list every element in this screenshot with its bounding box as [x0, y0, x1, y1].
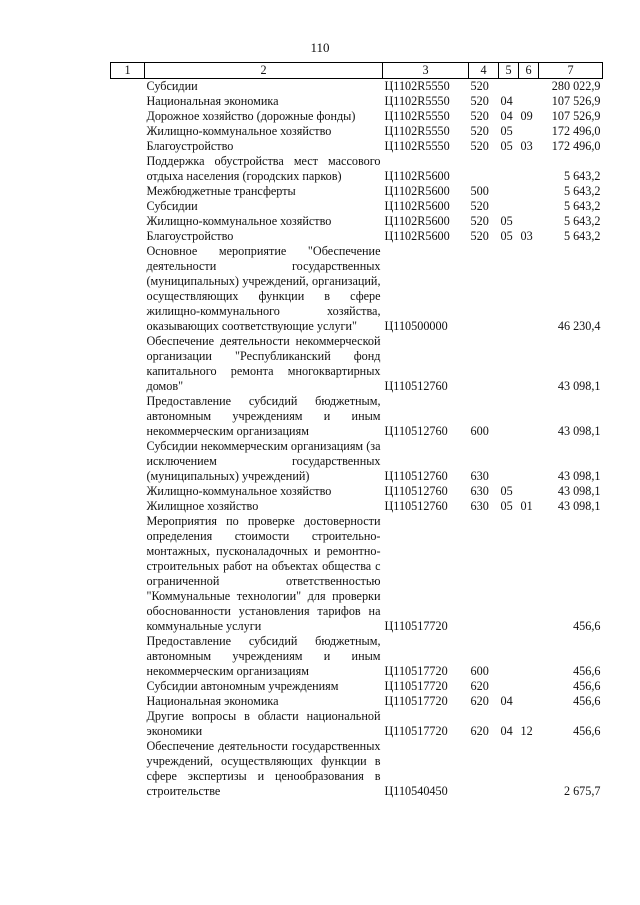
col4-value: 500 [470, 184, 489, 198]
amount-value: 456,6 [573, 664, 601, 678]
col6-value [519, 394, 539, 439]
table-row [111, 634, 603, 679]
item-code: Ц1102R5600 [384, 229, 450, 243]
table-row [111, 334, 603, 394]
item-name: Дорожное хозяйство (дорожные фонды) [146, 109, 356, 123]
row-number-cell [111, 394, 145, 439]
col4-value: 520 [470, 124, 489, 138]
item-name: Благоустройство [146, 139, 234, 153]
column-header: 2 [145, 63, 383, 79]
col5-value [499, 184, 519, 199]
column-header: 1 [111, 63, 145, 79]
col5-value: 05 [500, 214, 513, 228]
item-name: Субсидии некоммерческим организациям (за исключением государственных (муниципальных) учреждений) [146, 439, 381, 483]
row-number-cell [111, 109, 145, 124]
row-number-cell [111, 214, 145, 229]
col6-value [519, 79, 539, 95]
col4-value: 520 [470, 79, 489, 93]
item-code: Ц110517720 [384, 619, 448, 633]
column-header: 5 [499, 63, 519, 79]
col4-value: 520 [470, 139, 489, 153]
col4-value: 520 [470, 94, 489, 108]
amount-value: 5 643,2 [563, 169, 601, 183]
col4-value: 630 [470, 499, 489, 513]
col5-value [499, 334, 519, 394]
item-name: Жилищно-коммунальное хозяйство [146, 214, 332, 228]
col6-value: 09 [520, 109, 533, 123]
col6-value [519, 739, 539, 799]
col5-value [499, 154, 519, 184]
col6-value [519, 184, 539, 199]
item-code: Ц110512760 [384, 424, 448, 438]
table-row [111, 184, 603, 199]
item-name: Основное мероприятие "Обеспечение деятельности государственных (муниципальных) учреждений, организаций, осуществляющих функции в сфере жилищно-коммунального хозяйства, оказывающих соответствующие услуги" [146, 244, 381, 333]
amount-value: 5 643,2 [563, 214, 601, 228]
item-name: Жилищно-коммунальное хозяйство [146, 124, 332, 138]
col6-value: 12 [520, 724, 533, 738]
item-code: Ц1102R5550 [384, 124, 450, 138]
col5-value [499, 514, 519, 634]
row-number-cell [111, 739, 145, 799]
table-row [111, 694, 603, 709]
row-number-cell [111, 124, 145, 139]
row-number-cell [111, 634, 145, 679]
table-row [111, 199, 603, 214]
table-row [111, 484, 603, 499]
row-number-cell [111, 709, 145, 739]
table-row [111, 514, 603, 634]
col5-value: 04 [500, 94, 513, 108]
table-row [111, 739, 603, 799]
item-code: Ц110517720 [384, 664, 448, 678]
col4-value: 520 [470, 214, 489, 228]
item-code: Ц1102R5550 [384, 139, 450, 153]
row-number-cell [111, 499, 145, 514]
amount-value: 2 675,7 [563, 784, 601, 798]
amount-value: 280 022,9 [551, 79, 601, 93]
col5-value: 05 [500, 124, 513, 138]
row-number-cell [111, 679, 145, 694]
col6-value: 03 [520, 139, 533, 153]
row-number-cell [111, 514, 145, 634]
amount-value: 43 098,1 [557, 484, 601, 498]
col5-value: 05 [500, 499, 513, 513]
column-header: 4 [469, 63, 499, 79]
col6-value [519, 334, 539, 394]
item-code: Ц110517720 [384, 724, 448, 738]
amount-value: 43 098,1 [557, 379, 601, 393]
col4-value: 630 [470, 469, 489, 483]
item-name: Жилищно-коммунальное хозяйство [146, 484, 332, 498]
amount-value: 172 496,0 [551, 139, 601, 153]
col5-value [499, 739, 519, 799]
column-header: 6 [519, 63, 539, 79]
item-name: Обеспечение деятельности некоммерческой организации "Республиканский фонд капитального ремонта многоквартирных домов" [146, 334, 381, 393]
col5-value [499, 79, 519, 95]
item-name: Субсидии [146, 79, 198, 93]
col4-value [469, 334, 499, 394]
row-number-cell [111, 334, 145, 394]
amount-value: 46 230,4 [557, 319, 601, 333]
table-row [111, 79, 603, 95]
item-code: Ц110512760 [384, 469, 448, 483]
item-name: Жилищное хозяйство [146, 499, 259, 513]
col4-value: 520 [470, 229, 489, 243]
table-row [111, 709, 603, 739]
col5-value [499, 634, 519, 679]
col6-value [519, 124, 539, 139]
row-number-cell [111, 94, 145, 109]
table-row [111, 94, 603, 109]
table-row [111, 229, 603, 244]
row-number-cell [111, 229, 145, 244]
row-number-cell [111, 79, 145, 95]
item-code: Ц110512760 [384, 484, 448, 498]
budget-table [110, 62, 603, 799]
amount-value: 456,6 [573, 724, 601, 738]
col6-value [519, 694, 539, 709]
amount-value: 43 098,1 [557, 424, 601, 438]
col4-value: 630 [470, 484, 489, 498]
item-name: Субсидии [146, 199, 198, 213]
col5-value [499, 394, 519, 439]
row-number-cell [111, 139, 145, 154]
table-row [111, 679, 603, 694]
header-row [111, 63, 603, 79]
item-name: Благоустройство [146, 229, 234, 243]
item-code: Ц110517720 [384, 679, 448, 693]
amount-value: 456,6 [573, 694, 601, 708]
item-name: Национальная экономика [146, 694, 279, 708]
col5-value [499, 244, 519, 334]
amount-value: 5 643,2 [563, 229, 601, 243]
col6-value [519, 439, 539, 484]
amount-value: 5 643,2 [563, 199, 601, 213]
table-row [111, 214, 603, 229]
amount-value: 107 526,9 [551, 94, 601, 108]
item-name: Поддержка обустройства мест массового отдыха населения (городских парков) [146, 154, 381, 183]
item-name: Мероприятия по проверке достоверности определения стоимости строительно-монтажных, пусконаладочных и ремонтно-строительных работ на объектах общества с ограниченной ответственностью "Коммунальные технологии" для проверки обоснованности установления тарифов на коммунальные услуги [146, 514, 381, 633]
row-number-cell [111, 484, 145, 499]
amount-value: 456,6 [573, 679, 601, 693]
col4-value: 600 [470, 664, 489, 678]
row-number-cell [111, 694, 145, 709]
col4-value [469, 244, 499, 334]
item-code: Ц1102R5550 [384, 94, 450, 108]
table-row [111, 439, 603, 484]
col5-value: 04 [500, 724, 513, 738]
col4-value [469, 514, 499, 634]
col4-value: 620 [470, 694, 489, 708]
amount-value: 107 526,9 [551, 109, 601, 123]
col4-value: 600 [470, 424, 489, 438]
col5-value: 05 [500, 229, 513, 243]
amount-value: 5 643,2 [563, 184, 601, 198]
col5-value [499, 439, 519, 484]
col6-value: 01 [520, 499, 533, 513]
table-row [111, 109, 603, 124]
table-row [111, 154, 603, 184]
item-code: Ц110512760 [384, 499, 448, 513]
row-number-cell [111, 439, 145, 484]
item-name: Межбюджетные трансферты [146, 184, 296, 198]
item-name: Обеспечение деятельности государственных учреждений, осуществляющих функции в сфере экспертизы и ценообразования в строительстве [146, 739, 381, 798]
item-name: Национальная экономика [146, 94, 279, 108]
row-number-cell [111, 184, 145, 199]
table-row [111, 139, 603, 154]
col5-value: 04 [500, 109, 513, 123]
item-code: Ц110540450 [384, 784, 448, 798]
item-code: Ц1102R5600 [384, 214, 450, 228]
col5-value [499, 199, 519, 214]
item-code: Ц1102R5600 [384, 184, 450, 198]
amount-value: 172 496,0 [551, 124, 601, 138]
col4-value [469, 154, 499, 184]
col4-value: 520 [470, 199, 489, 213]
row-number-cell [111, 154, 145, 184]
item-name: Предоставление субсидий бюджетным, автономным учреждениям и иным некоммерческим организациям [146, 394, 381, 438]
column-header: 3 [383, 63, 469, 79]
table-row [111, 499, 603, 514]
item-name: Субсидии автономным учреждениям [146, 679, 339, 693]
item-code: Ц1102R5600 [384, 169, 450, 183]
col5-value: 04 [500, 694, 513, 708]
col4-value: 520 [470, 109, 489, 123]
table-row [111, 244, 603, 334]
amount-value: 43 098,1 [557, 469, 601, 483]
col4-value: 620 [470, 724, 489, 738]
col4-value: 620 [470, 679, 489, 693]
col5-value [499, 679, 519, 694]
amount-value: 43 098,1 [557, 499, 601, 513]
amount-value: 456,6 [573, 619, 601, 633]
col6-value [519, 514, 539, 634]
col6-value [519, 679, 539, 694]
col5-value: 05 [500, 139, 513, 153]
col6-value [519, 214, 539, 229]
item-code: Ц1102R5550 [384, 109, 450, 123]
item-code: Ц1102R5550 [384, 79, 450, 93]
item-code: Ц110500000 [384, 319, 448, 333]
col6-value [519, 199, 539, 214]
item-code: Ц110517720 [384, 694, 448, 708]
row-number-cell [111, 244, 145, 334]
item-code: Ц1102R5600 [384, 199, 450, 213]
col4-value [469, 739, 499, 799]
col6-value: 03 [520, 229, 533, 243]
page-number: 110 [310, 40, 330, 55]
row-number-cell [111, 199, 145, 214]
item-code: Ц110512760 [384, 379, 448, 393]
col6-value [519, 634, 539, 679]
item-name: Предоставление субсидий бюджетным, автономным учреждениям и иным некоммерческим организациям [146, 634, 381, 678]
col6-value [519, 154, 539, 184]
column-header: 7 [539, 63, 603, 79]
col6-value [519, 244, 539, 334]
table-row [111, 394, 603, 439]
col5-value: 05 [500, 484, 513, 498]
col6-value [519, 484, 539, 499]
table-row [111, 124, 603, 139]
col6-value [519, 94, 539, 109]
item-name: Другие вопросы в области национальной экономики [146, 709, 381, 738]
